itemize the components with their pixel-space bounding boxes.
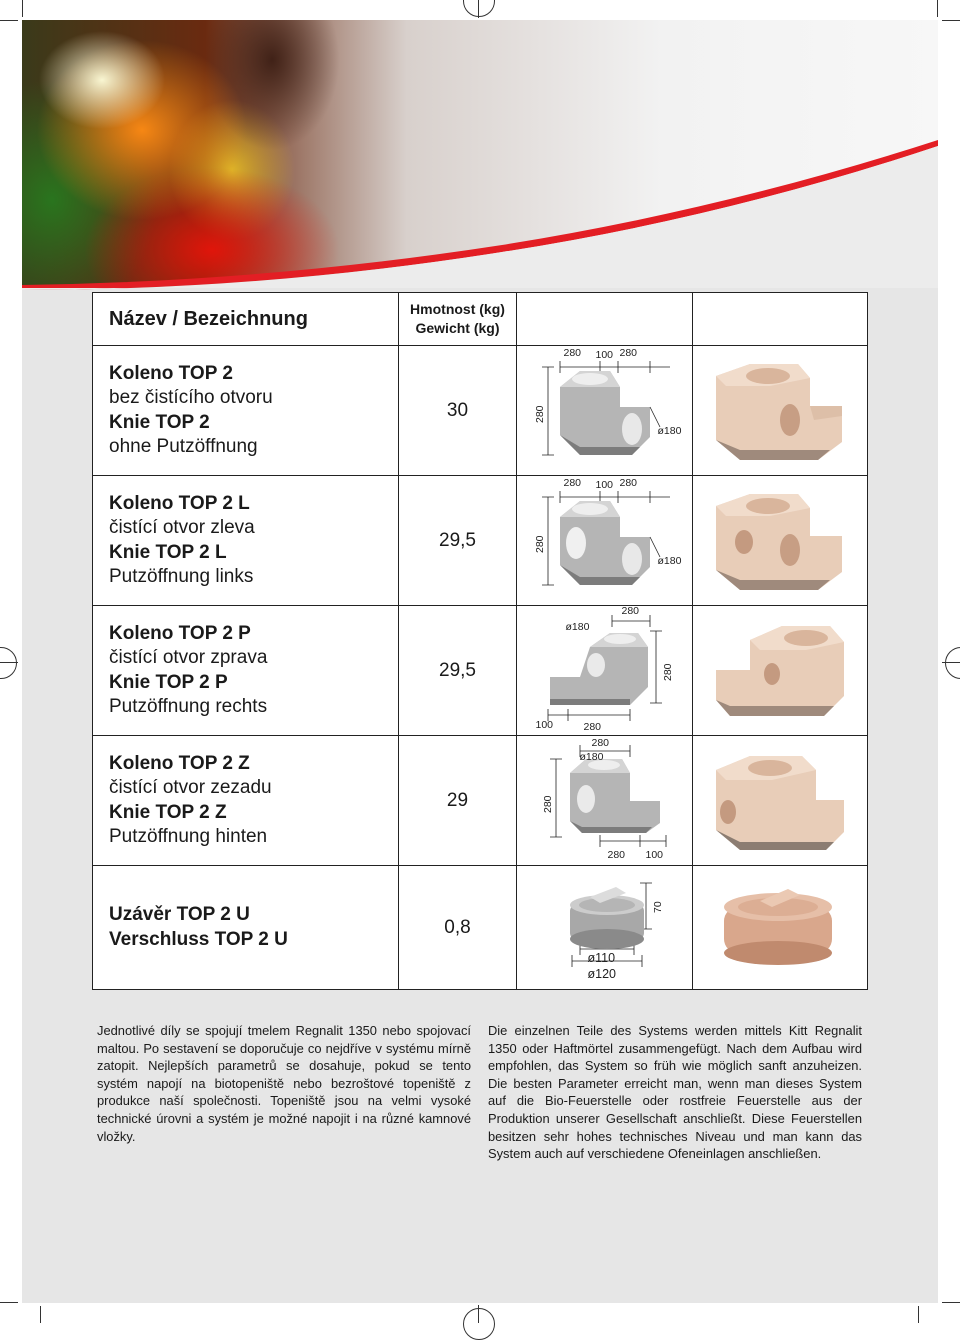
product-name-cz: Koleno TOP 2 L [109, 492, 250, 514]
dimension-label: 280 [563, 476, 582, 489]
dimension-label: 280 [607, 848, 626, 861]
dimension-label: 100 [645, 848, 664, 861]
product-desc-cz: čistící otvor zezadu [109, 777, 272, 798]
crop-mark [40, 1306, 41, 1323]
registration-mark [945, 647, 960, 679]
product-name-de: Verschluss TOP 2 U [109, 928, 288, 950]
product-weight: 29,5 [399, 606, 517, 736]
product-desc-de: Putzöffnung links [109, 566, 254, 587]
product-photo [710, 616, 850, 726]
crop-mark [918, 1306, 919, 1323]
product-photo-cell [693, 476, 868, 606]
product-name-cell [93, 866, 399, 990]
dimension-label: 280 [619, 346, 638, 359]
product-weight: 0,8 [399, 866, 517, 990]
product-photo-cell [693, 346, 868, 476]
product-name-de: Knie TOP 2 [109, 411, 210, 433]
technical-drawing-cell [517, 346, 693, 476]
product-name-de: Knie TOP 2 P [109, 671, 228, 693]
product-name-cz: Koleno TOP 2 Z [109, 752, 250, 774]
registration-mark [0, 647, 17, 679]
product-photo-cell [693, 606, 868, 736]
product-table [92, 292, 868, 990]
dimension-label-vertical: 70 [651, 900, 664, 913]
dimension-label-vertical: 280 [533, 534, 546, 553]
diameter-label: ø180 [565, 620, 590, 633]
name-column-header: Název / Bezeichnung [93, 293, 399, 346]
technical-drawing-cell [517, 866, 693, 990]
product-name-cz: Koleno TOP 2 P [109, 622, 251, 644]
weight-label-cz: Hmotnost (kg) [410, 301, 505, 317]
product-name-cell [93, 736, 399, 866]
dimension-label: 280 [583, 720, 602, 733]
dimension-label-vertical: 280 [661, 662, 674, 681]
registration-mark [463, 1308, 495, 1340]
technical-drawing [520, 869, 690, 987]
table-header-row [93, 293, 868, 346]
photo-column-header [693, 293, 868, 346]
product-photo [710, 356, 850, 466]
product-desc-cz: čistící otvor zprava [109, 647, 268, 668]
product-photo [710, 883, 850, 973]
product-desc-cz: čistící otvor zleva [109, 517, 255, 538]
crop-mark [942, 1302, 960, 1303]
table-row [93, 346, 868, 476]
dimension-label: 280 [591, 736, 610, 749]
product-desc-cz: bez čistícího otvoru [109, 387, 273, 408]
product-weight: 29 [399, 736, 517, 866]
diameter-label: ø110 [587, 950, 616, 965]
product-weight: 29,5 [399, 476, 517, 606]
dimension-label: 100 [535, 718, 554, 731]
drawing-column-header [517, 293, 693, 346]
diameter-label: ø180 [657, 554, 682, 567]
product-desc-de: Putzöffnung hinten [109, 826, 268, 847]
diameter-label: ø180 [579, 750, 604, 763]
product-name-cz: Uzávěr TOP 2 U [109, 904, 250, 925]
product-name-cell [93, 346, 399, 476]
crop-mark [22, 0, 23, 17]
description-cz: Jednotlivé díly se spojují tmelem Regnalit 1350 nebo spojovací maltou. Po sestavení se doporučuje co nejdříve v systému mírně zatopit. Nejlepších parametrů se dosahuje, pokud se tento systém napojí na biotopeniště nebo bezroštové topeniště z produkce naší společnosti. Topeniště jsou na velmi vysoké technické úrovni a systém je možné napojit i na různé kamnové vložky. [97, 1023, 471, 1144]
crop-mark [0, 20, 18, 21]
product-photo-cell [693, 866, 868, 990]
diameter-label: ø120 [587, 966, 616, 981]
technical-drawing-cell [517, 736, 693, 866]
table-row [93, 866, 868, 990]
crop-mark [0, 1302, 18, 1303]
product-photo [710, 746, 850, 856]
dimension-label-vertical: 280 [541, 794, 554, 813]
technical-drawing-cell [517, 606, 693, 736]
product-name-de: Knie TOP 2 L [109, 541, 227, 563]
crop-mark [937, 0, 938, 17]
technical-drawing [520, 604, 690, 735]
weight-label-de: Gewicht (kg) [415, 320, 500, 336]
product-desc-de: Putzöffnung rechts [109, 696, 268, 717]
dimension-label: 280 [621, 604, 640, 617]
product-name-de: Knie TOP 2 Z [109, 801, 227, 823]
dimension-label: 280 [619, 476, 638, 489]
dimension-label: 100 [595, 348, 614, 361]
table-row [93, 606, 868, 736]
product-desc-de: ohne Putzöffnung [109, 436, 258, 457]
registration-mark [463, 0, 495, 17]
technical-drawing [520, 477, 690, 605]
product-name-cell [93, 476, 399, 606]
technical-drawing [520, 347, 690, 475]
red-swoosh-decoration [22, 20, 938, 320]
product-photo-cell [693, 736, 868, 866]
dimension-label: 280 [563, 346, 582, 359]
table-row [93, 476, 868, 606]
product-photo [710, 486, 850, 596]
dimension-label: 100 [595, 478, 614, 491]
product-weight: 30 [399, 346, 517, 476]
technical-drawing-cell [517, 476, 693, 606]
technical-drawing [520, 737, 690, 865]
table-row [93, 736, 868, 866]
description-de: Die einzelnen Teile des Systems werden mittels Kitt Regnalit 1350 oder Haftmörtel zusammengefügt. Nach dem Aufbau wird empfohlen, das System so früh wie möglich sanft anzuheizen. Die besten Parameter erreicht man, wenn man dieses System auf die Bio-Feuerstelle oder rostfreie Feuerstelle aus der Produktion unserer Gesellschaft anschließt. Diese Feuerstellen besitzen sehr hohes technisches Niveau und man kann das System auch auf verschiedene Ofeneinlagen anschließen. [488, 1023, 862, 1162]
product-name-cz: Koleno TOP 2 [109, 362, 233, 384]
product-name-cell [93, 606, 399, 736]
dimension-label-vertical: 280 [533, 404, 546, 423]
crop-mark [942, 20, 960, 21]
weight-column-header [399, 293, 517, 346]
diameter-label: ø180 [657, 424, 682, 437]
